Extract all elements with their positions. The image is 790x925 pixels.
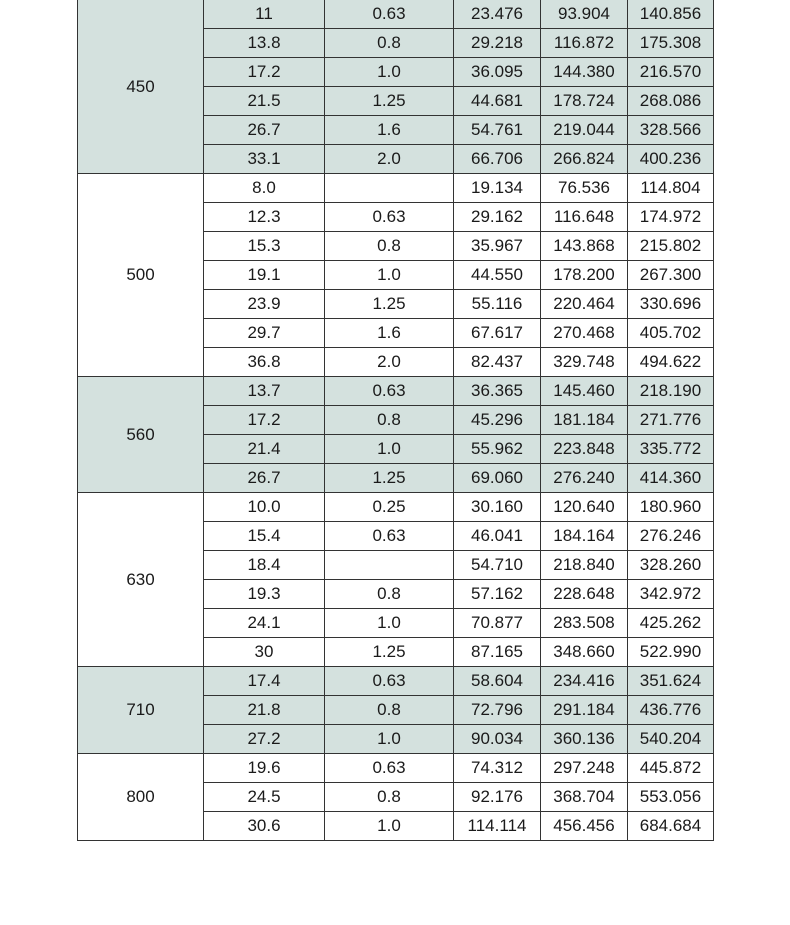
col-1-cell: 29.7 bbox=[204, 319, 325, 348]
col-1-cell: 15.4 bbox=[204, 522, 325, 551]
col-3-cell: 72.796 bbox=[454, 696, 541, 725]
col-1-cell: 17.2 bbox=[204, 58, 325, 87]
col-1-cell: 21.5 bbox=[204, 87, 325, 116]
col-3-cell: 44.681 bbox=[454, 87, 541, 116]
col-5-cell: 175.308 bbox=[628, 29, 714, 58]
col-5-cell: 215.802 bbox=[628, 232, 714, 261]
col-3-cell: 55.962 bbox=[454, 435, 541, 464]
col-3-cell: 114.114 bbox=[454, 812, 541, 841]
col-5-cell: 180.960 bbox=[628, 493, 714, 522]
col-1-cell: 17.2 bbox=[204, 406, 325, 435]
col-1-cell: 10.0 bbox=[204, 493, 325, 522]
col-4-cell: 76.536 bbox=[541, 174, 628, 203]
col-2-cell: 1.0 bbox=[325, 812, 454, 841]
col-5-cell: 276.246 bbox=[628, 522, 714, 551]
col-2-cell: 1.0 bbox=[325, 261, 454, 290]
col-5-cell: 216.570 bbox=[628, 58, 714, 87]
col-2-cell: 1.25 bbox=[325, 464, 454, 493]
col-3-cell: 46.041 bbox=[454, 522, 541, 551]
col-4-cell: 291.184 bbox=[541, 696, 628, 725]
size-group-cell: 560 bbox=[78, 377, 204, 493]
table-row bbox=[78, 667, 714, 696]
col-1-cell: 30.6 bbox=[204, 812, 325, 841]
col-4-cell: 143.868 bbox=[541, 232, 628, 261]
col-4-cell: 219.044 bbox=[541, 116, 628, 145]
col-1-cell: 33.1 bbox=[204, 145, 325, 174]
col-3-cell: 30.160 bbox=[454, 493, 541, 522]
col-3-cell: 54.710 bbox=[454, 551, 541, 580]
col-1-cell: 17.4 bbox=[204, 667, 325, 696]
col-3-cell: 66.706 bbox=[454, 145, 541, 174]
col-2-cell: 0.8 bbox=[325, 406, 454, 435]
col-3-cell: 54.761 bbox=[454, 116, 541, 145]
col-2-cell bbox=[325, 551, 454, 580]
col-3-cell: 36.365 bbox=[454, 377, 541, 406]
col-3-cell: 35.967 bbox=[454, 232, 541, 261]
col-5-cell: 351.624 bbox=[628, 667, 714, 696]
col-5-cell: 405.702 bbox=[628, 319, 714, 348]
col-5-cell: 522.990 bbox=[628, 638, 714, 667]
col-4-cell: 181.184 bbox=[541, 406, 628, 435]
col-1-cell: 23.9 bbox=[204, 290, 325, 319]
col-4-cell: 360.136 bbox=[541, 725, 628, 754]
col-1-cell: 21.4 bbox=[204, 435, 325, 464]
col-3-cell: 29.162 bbox=[454, 203, 541, 232]
col-1-cell: 12.3 bbox=[204, 203, 325, 232]
col-3-cell: 55.116 bbox=[454, 290, 541, 319]
col-2-cell: 0.8 bbox=[325, 580, 454, 609]
col-4-cell: 368.704 bbox=[541, 783, 628, 812]
col-4-cell: 220.464 bbox=[541, 290, 628, 319]
col-3-cell: 23.476 bbox=[454, 0, 541, 29]
col-4-cell: 178.200 bbox=[541, 261, 628, 290]
col-2-cell: 2.0 bbox=[325, 145, 454, 174]
col-5-cell: 400.236 bbox=[628, 145, 714, 174]
table-row bbox=[78, 754, 714, 783]
col-1-cell: 13.7 bbox=[204, 377, 325, 406]
col-3-cell: 45.296 bbox=[454, 406, 541, 435]
spec-table-body bbox=[78, 0, 714, 841]
size-group-cell: 500 bbox=[78, 174, 204, 377]
col-2-cell: 2.0 bbox=[325, 348, 454, 377]
col-5-cell: 553.056 bbox=[628, 783, 714, 812]
col-1-cell: 19.1 bbox=[204, 261, 325, 290]
size-group-cell: 710 bbox=[78, 667, 204, 754]
col-3-cell: 70.877 bbox=[454, 609, 541, 638]
col-3-cell: 82.437 bbox=[454, 348, 541, 377]
col-3-cell: 74.312 bbox=[454, 754, 541, 783]
col-1-cell: 11 bbox=[204, 0, 325, 29]
col-2-cell bbox=[325, 174, 454, 203]
col-2-cell: 0.63 bbox=[325, 754, 454, 783]
col-2-cell: 0.63 bbox=[325, 203, 454, 232]
col-4-cell: 234.416 bbox=[541, 667, 628, 696]
col-4-cell: 270.468 bbox=[541, 319, 628, 348]
col-4-cell: 178.724 bbox=[541, 87, 628, 116]
col-1-cell: 30 bbox=[204, 638, 325, 667]
col-2-cell: 1.0 bbox=[325, 609, 454, 638]
size-group-cell: 630 bbox=[78, 493, 204, 667]
col-4-cell: 456.456 bbox=[541, 812, 628, 841]
size-group-cell: 800 bbox=[78, 754, 204, 841]
col-5-cell: 445.872 bbox=[628, 754, 714, 783]
col-5-cell: 114.804 bbox=[628, 174, 714, 203]
col-5-cell: 140.856 bbox=[628, 0, 714, 29]
col-1-cell: 26.7 bbox=[204, 464, 325, 493]
col-3-cell: 87.165 bbox=[454, 638, 541, 667]
col-3-cell: 67.617 bbox=[454, 319, 541, 348]
col-1-cell: 13.8 bbox=[204, 29, 325, 58]
col-5-cell: 328.260 bbox=[628, 551, 714, 580]
col-3-cell: 44.550 bbox=[454, 261, 541, 290]
col-3-cell: 57.162 bbox=[454, 580, 541, 609]
col-4-cell: 184.164 bbox=[541, 522, 628, 551]
size-group-cell: 450 bbox=[78, 0, 204, 174]
col-5-cell: 540.204 bbox=[628, 725, 714, 754]
col-4-cell: 120.640 bbox=[541, 493, 628, 522]
col-4-cell: 223.848 bbox=[541, 435, 628, 464]
col-4-cell: 144.380 bbox=[541, 58, 628, 87]
col-3-cell: 36.095 bbox=[454, 58, 541, 87]
col-2-cell: 0.8 bbox=[325, 783, 454, 812]
table-row bbox=[78, 0, 714, 29]
col-2-cell: 0.63 bbox=[325, 522, 454, 551]
col-5-cell: 335.772 bbox=[628, 435, 714, 464]
col-2-cell: 0.8 bbox=[325, 696, 454, 725]
col-4-cell: 266.824 bbox=[541, 145, 628, 174]
col-4-cell: 93.904 bbox=[541, 0, 628, 29]
col-2-cell: 1.0 bbox=[325, 725, 454, 754]
col-2-cell: 1.6 bbox=[325, 116, 454, 145]
col-3-cell: 90.034 bbox=[454, 725, 541, 754]
col-1-cell: 27.2 bbox=[204, 725, 325, 754]
col-2-cell: 1.25 bbox=[325, 87, 454, 116]
col-4-cell: 116.648 bbox=[541, 203, 628, 232]
col-5-cell: 494.622 bbox=[628, 348, 714, 377]
col-3-cell: 69.060 bbox=[454, 464, 541, 493]
col-4-cell: 228.648 bbox=[541, 580, 628, 609]
col-5-cell: 267.300 bbox=[628, 261, 714, 290]
col-5-cell: 414.360 bbox=[628, 464, 714, 493]
col-1-cell: 21.8 bbox=[204, 696, 325, 725]
col-2-cell: 0.63 bbox=[325, 377, 454, 406]
col-3-cell: 92.176 bbox=[454, 783, 541, 812]
col-5-cell: 268.086 bbox=[628, 87, 714, 116]
col-4-cell: 218.840 bbox=[541, 551, 628, 580]
col-5-cell: 342.972 bbox=[628, 580, 714, 609]
col-3-cell: 58.604 bbox=[454, 667, 541, 696]
col-4-cell: 297.248 bbox=[541, 754, 628, 783]
col-2-cell: 1.0 bbox=[325, 58, 454, 87]
col-2-cell: 1.25 bbox=[325, 638, 454, 667]
col-2-cell: 0.25 bbox=[325, 493, 454, 522]
col-1-cell: 15.3 bbox=[204, 232, 325, 261]
col-4-cell: 283.508 bbox=[541, 609, 628, 638]
col-4-cell: 348.660 bbox=[541, 638, 628, 667]
col-5-cell: 271.776 bbox=[628, 406, 714, 435]
col-1-cell: 19.6 bbox=[204, 754, 325, 783]
col-1-cell: 19.3 bbox=[204, 580, 325, 609]
col-3-cell: 19.134 bbox=[454, 174, 541, 203]
col-1-cell: 18.4 bbox=[204, 551, 325, 580]
spec-table bbox=[77, 0, 714, 841]
col-1-cell: 8.0 bbox=[204, 174, 325, 203]
col-5-cell: 218.190 bbox=[628, 377, 714, 406]
col-5-cell: 425.262 bbox=[628, 609, 714, 638]
col-2-cell: 1.0 bbox=[325, 435, 454, 464]
col-2-cell: 0.8 bbox=[325, 29, 454, 58]
col-2-cell: 0.63 bbox=[325, 667, 454, 696]
col-5-cell: 330.696 bbox=[628, 290, 714, 319]
col-4-cell: 329.748 bbox=[541, 348, 628, 377]
col-4-cell: 145.460 bbox=[541, 377, 628, 406]
col-1-cell: 36.8 bbox=[204, 348, 325, 377]
col-1-cell: 26.7 bbox=[204, 116, 325, 145]
col-3-cell: 29.218 bbox=[454, 29, 541, 58]
col-5-cell: 684.684 bbox=[628, 812, 714, 841]
col-5-cell: 174.972 bbox=[628, 203, 714, 232]
col-4-cell: 116.872 bbox=[541, 29, 628, 58]
col-5-cell: 436.776 bbox=[628, 696, 714, 725]
col-2-cell: 0.8 bbox=[325, 232, 454, 261]
table-row bbox=[78, 493, 714, 522]
col-5-cell: 328.566 bbox=[628, 116, 714, 145]
col-1-cell: 24.5 bbox=[204, 783, 325, 812]
col-1-cell: 24.1 bbox=[204, 609, 325, 638]
col-2-cell: 0.63 bbox=[325, 0, 454, 29]
col-4-cell: 276.240 bbox=[541, 464, 628, 493]
table-row bbox=[78, 377, 714, 406]
table-row bbox=[78, 174, 714, 203]
col-2-cell: 1.25 bbox=[325, 290, 454, 319]
col-2-cell: 1.6 bbox=[325, 319, 454, 348]
